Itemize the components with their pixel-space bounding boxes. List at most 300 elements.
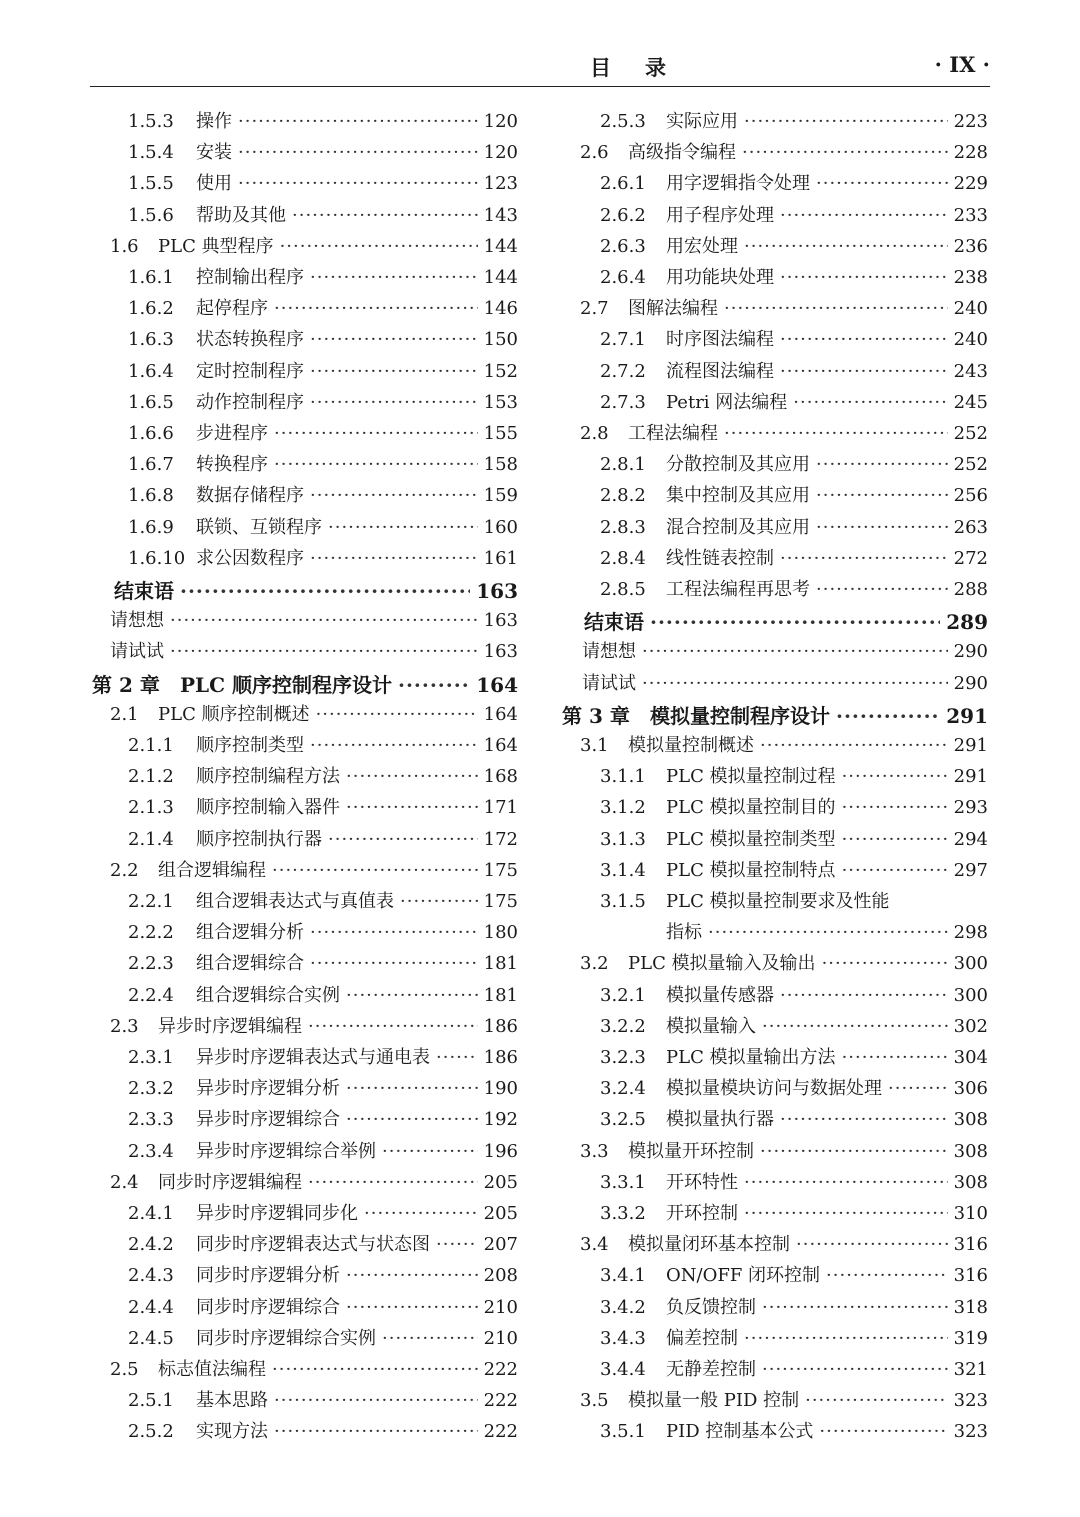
toc-entry-page: 290 <box>953 672 988 694</box>
toc-entry <box>128 1198 518 1229</box>
toc-entry-title: 起停程序 <box>196 298 268 320</box>
toc-entry <box>128 948 518 979</box>
toc-entry-title: 模拟量控制概述 <box>628 735 754 756</box>
toc-entry <box>128 1260 518 1291</box>
toc-entry-number: 2.8.2 <box>600 485 646 507</box>
toc-leader-dots <box>274 1416 478 1447</box>
toc-entry-page: 163 <box>476 579 518 603</box>
toc-entry-title: 图解法编程 <box>628 298 718 320</box>
toc-leader-dots <box>346 1104 478 1135</box>
toc-entry-page: 319 <box>953 1327 988 1349</box>
toc-entry <box>600 387 988 418</box>
toc-leader-dots <box>816 512 948 543</box>
toc-leader-dots <box>744 106 948 137</box>
toc-leader-dots <box>744 1323 948 1354</box>
toc-leader-dots <box>650 607 940 638</box>
toc-leader-dots <box>346 761 478 792</box>
toc-entry-page: 240 <box>953 329 988 351</box>
toc-entry-title: 使用 <box>196 173 232 195</box>
toc-entry-page: 208 <box>483 1265 518 1287</box>
toc-leader-dots <box>346 1073 478 1104</box>
toc-entry <box>600 1042 988 1073</box>
toc-entry-number: 2.8.1 <box>600 454 646 476</box>
toc-entry-page: 158 <box>483 454 518 476</box>
toc-entry-number: 3.2.4 <box>600 1078 646 1100</box>
toc-entry-number: 3.1.2 <box>600 797 646 819</box>
toc-entry <box>600 449 988 480</box>
toc-entry-title: 集中控制及其应用 <box>666 485 810 507</box>
toc-entry-number: 1.6.4 <box>128 360 174 382</box>
toc-entry-number: 2.2.1 <box>128 891 174 912</box>
toc-entry <box>600 543 988 574</box>
header-page-number: · IX · <box>934 52 990 77</box>
toc-entry-title: 标志值法编程 <box>158 1359 266 1380</box>
toc-entry-title: PLC 顺序控制概述 <box>158 703 310 725</box>
toc-entry-title: 异步时序逻辑分析 <box>196 1078 340 1100</box>
toc-entry-title: 同步时序逻辑综合实例 <box>196 1327 376 1349</box>
toc-leader-dots <box>280 231 478 262</box>
toc-entry-page: 290 <box>953 641 988 663</box>
toc-entry-page: 181 <box>483 984 518 1006</box>
toc-leader-dots <box>642 668 948 699</box>
toc-entry-title: 求公因数程序 <box>196 547 304 569</box>
toc-entry-number: 2.6 <box>580 142 609 164</box>
toc-entry-page: 318 <box>953 1296 988 1318</box>
toc-entry-title: PID 控制基本公式 <box>666 1421 814 1443</box>
toc-entry-title: 顺序控制输入器件 <box>196 797 340 819</box>
toc-leader-dots <box>816 574 948 605</box>
toc-leader-dots <box>316 699 478 730</box>
toc-entry-title: 顺序控制类型 <box>196 735 304 756</box>
toc-entry-page: 308 <box>953 1171 988 1193</box>
toc-entry-title: 顺序控制编程方法 <box>196 766 340 788</box>
toc-entry-number: 1.5.5 <box>128 173 174 195</box>
toc-entry-page: 236 <box>953 235 988 257</box>
toc-entry-page: 297 <box>953 859 988 881</box>
toc-entry-title: PLC 模拟量输出方法 <box>666 1047 836 1068</box>
toc-entry-title: 同步时序逻辑编程 <box>158 1171 302 1193</box>
toc-leader-dots <box>346 792 478 823</box>
toc-entry-page: 316 <box>953 1234 988 1256</box>
toc-leader-dots <box>310 324 478 355</box>
toc-entry-title: 异步时序逻辑综合 <box>196 1109 340 1131</box>
toc-leader-dots <box>274 449 478 480</box>
toc-entry-number: 2.3.3 <box>128 1109 174 1131</box>
toc-entry <box>128 480 518 511</box>
toc-entry-number: 2.2.4 <box>128 984 174 1006</box>
toc-leader-dots <box>762 1354 948 1385</box>
toc-entry-title: 动作控制程序 <box>196 391 304 413</box>
toc-entry <box>128 1136 518 1167</box>
toc-entry <box>128 543 518 574</box>
toc-entry <box>128 761 518 792</box>
toc-entry <box>128 387 518 418</box>
toc-entry-title: 组合逻辑表达式与真值表 <box>196 891 394 912</box>
toc-entry-page: 144 <box>483 235 518 257</box>
toc-entry-number: 2.6.4 <box>600 267 646 288</box>
toc-entry <box>600 262 988 293</box>
toc-entry-number: 2.8 <box>580 423 609 444</box>
toc-entry <box>110 1167 518 1198</box>
toc-entry-number: 3.1.3 <box>600 828 646 850</box>
toc-entry-page: 304 <box>953 1047 988 1068</box>
toc-leader-dots <box>310 262 478 293</box>
toc-entry-page: 293 <box>953 797 988 819</box>
toc-entry-page: 205 <box>483 1203 518 1224</box>
toc-entry-number: 3.2 <box>580 953 609 975</box>
toc-entry-page: 150 <box>483 329 518 351</box>
toc-leader-dots <box>816 449 948 480</box>
toc-leader-dots <box>780 543 948 574</box>
toc-leader-dots <box>796 1229 948 1260</box>
toc-entry-page: 172 <box>483 828 518 850</box>
toc-entry-page: 210 <box>483 1327 518 1349</box>
toc-entry <box>580 948 988 979</box>
toc-entry-page: 222 <box>483 1359 518 1380</box>
toc-entry-page: 229 <box>953 173 988 195</box>
toc-entry-page: 175 <box>483 891 518 912</box>
toc-entry-page: 272 <box>953 547 988 569</box>
toc-entry-number: 2.2 <box>110 859 139 881</box>
toc-entry <box>128 137 518 168</box>
toc-entry-page: 161 <box>483 547 518 569</box>
toc-entry-number: 2.3.1 <box>128 1047 174 1068</box>
toc-entry-page: 243 <box>953 360 988 382</box>
toc-entry-title: 同步时序逻辑综合 <box>196 1296 340 1318</box>
toc-entry-page: 300 <box>953 953 988 975</box>
toc-entry <box>110 636 518 667</box>
toc-entry-number: 2.8.5 <box>600 579 646 600</box>
toc-entry-title: 请试试 <box>110 641 164 663</box>
toc-leader-dots <box>436 1229 478 1260</box>
toc-entry-page: 252 <box>953 454 988 476</box>
toc-entry-title: PLC 顺序控制程序设计 <box>180 672 392 697</box>
toc-leader-dots <box>310 917 478 948</box>
toc-entry-number: 1.5.6 <box>128 204 174 226</box>
toc-entry-page: 291 <box>953 766 988 788</box>
toc-entry-title: 顺序控制执行器 <box>196 828 322 850</box>
toc-entry <box>600 1260 988 1291</box>
toc-leader-dots <box>826 1260 948 1291</box>
toc-entry-title: 异步时序逻辑编程 <box>158 1015 302 1037</box>
toc-entry <box>128 1292 518 1323</box>
toc-entry-number: 3.4.4 <box>600 1359 646 1380</box>
toc-entry <box>110 699 518 730</box>
toc-entry-page: 143 <box>483 204 518 226</box>
toc-entry-title: 开环控制 <box>666 1203 738 1224</box>
toc-entry-title: 时序图法编程 <box>666 329 774 351</box>
toc-leader-dots <box>274 1385 478 1416</box>
toc-entry-page: 294 <box>953 828 988 850</box>
toc-entry-page: 222 <box>483 1390 518 1412</box>
toc-entry-number: 2.6.3 <box>600 235 646 257</box>
toc-leader-dots <box>742 137 948 168</box>
toc-entry <box>128 1073 518 1104</box>
toc-leader-dots <box>310 387 478 418</box>
toc-entry <box>128 449 518 480</box>
toc-entry-title: 模拟量开环控制 <box>628 1140 754 1162</box>
toc-entry-page: 164 <box>483 703 518 725</box>
toc-entry-number: 2.1.2 <box>128 766 174 788</box>
toc-entry-number: 3.2.2 <box>600 1015 646 1037</box>
toc-entry-number: 1.6.9 <box>128 516 174 538</box>
toc-entry-page: 210 <box>483 1296 518 1318</box>
toc-entry-page: 308 <box>953 1109 988 1131</box>
toc-entry-page: 316 <box>953 1265 988 1287</box>
toc-entry-page: 192 <box>483 1109 518 1131</box>
toc-entry-title: 操作 <box>196 111 232 132</box>
toc-entry <box>600 512 988 543</box>
toc-entry-title: 模拟量控制程序设计 <box>650 703 830 728</box>
toc-entry-number: 2.4.1 <box>128 1203 174 1224</box>
toc-entry <box>600 1354 988 1385</box>
toc-leader-dots <box>238 106 478 137</box>
toc-leader-dots <box>398 670 470 701</box>
toc-entry-page: 240 <box>953 298 988 320</box>
toc-leader-dots <box>436 1042 478 1073</box>
toc-entry-number: 1.6.3 <box>128 329 174 351</box>
toc-entry-title: PLC 模拟量控制过程 <box>666 766 836 788</box>
toc-leader-dots <box>819 1416 947 1447</box>
toc-entry <box>128 262 518 293</box>
toc-leader-dots <box>762 1292 948 1323</box>
toc-entry-number: 3.1.4 <box>600 859 646 881</box>
toc-leader-dots <box>272 855 478 886</box>
toc-entry <box>600 1198 988 1229</box>
toc-entry-number: 2.5.2 <box>128 1421 174 1443</box>
toc-entry-title: PLC 典型程序 <box>158 235 274 257</box>
toc-entry-page: 323 <box>953 1390 988 1412</box>
toc-entry-number: 2.6.1 <box>600 173 646 195</box>
toc-leader-dots <box>744 231 948 262</box>
toc-entry-title: 偏差控制 <box>666 1327 738 1349</box>
toc-entry <box>600 1167 988 1198</box>
toc-entry-page: 144 <box>483 267 518 288</box>
toc-entry-number: 2.7.1 <box>600 329 646 351</box>
toc-entry <box>128 886 518 917</box>
toc-entry-title: 实现方法 <box>196 1421 268 1443</box>
toc-entry-title: 定时控制程序 <box>196 360 304 382</box>
toc-leader-dots <box>780 356 948 387</box>
toc-leader-dots <box>382 1323 478 1354</box>
toc-leader-dots <box>888 1073 948 1104</box>
toc-entry-page: 263 <box>953 516 988 538</box>
toc-entry-number: 1.6.8 <box>128 485 174 507</box>
toc-leader-dots <box>744 1167 948 1198</box>
toc-leader-dots <box>364 1198 478 1229</box>
toc-entry-number: 2.1.4 <box>128 828 174 850</box>
toc-entry-number: 2.3.2 <box>128 1078 174 1100</box>
toc-leader-dots <box>780 980 948 1011</box>
toc-entry-title: 结束语 <box>114 579 174 603</box>
toc-entry-page: 302 <box>953 1015 988 1037</box>
toc-leader-dots <box>760 730 948 761</box>
toc-entry <box>128 356 518 387</box>
toc-entry-page: 163 <box>483 641 518 663</box>
toc-entry-page: 323 <box>953 1421 988 1443</box>
toc-entry <box>580 1385 988 1416</box>
toc-entry-page: 168 <box>483 766 518 788</box>
toc-entry-page: 175 <box>483 859 518 881</box>
toc-leader-dots <box>180 576 470 607</box>
toc-leader-dots <box>724 293 948 324</box>
toc-entry-number: 2.5.3 <box>600 111 646 132</box>
toc-entry <box>600 1416 988 1447</box>
toc-entry-page: 155 <box>483 423 518 444</box>
toc-entry-page: 252 <box>953 423 988 444</box>
toc-entry <box>600 480 988 511</box>
toc-entry-title: 同步时序逻辑表达式与状态图 <box>196 1234 430 1256</box>
toc-entry <box>600 1104 988 1135</box>
toc-entry-title: 用子程序处理 <box>666 204 774 226</box>
toc-entry-page: 222 <box>483 1421 518 1443</box>
toc-entry-page: 159 <box>483 485 518 507</box>
toc-entry-title: 联锁、互锁程序 <box>196 516 322 538</box>
toc-entry <box>600 231 988 262</box>
toc-entry-title: 模拟量模块访问与数据处理 <box>666 1078 882 1100</box>
toc-leader-dots <box>642 636 948 667</box>
toc-entry-page: 163 <box>483 610 518 632</box>
toc-entry-number: 3.5 <box>580 1390 609 1412</box>
toc-entry <box>128 324 518 355</box>
toc-leader-dots <box>310 480 478 511</box>
toc-entry-title: 负反馈控制 <box>666 1296 756 1318</box>
toc-leader-dots <box>346 1292 478 1323</box>
toc-entry-title: 模拟量输入 <box>666 1015 756 1037</box>
toc-entry <box>582 636 988 667</box>
toc-entry-page: 298 <box>953 922 988 944</box>
toc-entry-page: 306 <box>953 1078 988 1100</box>
toc-entry <box>600 574 988 605</box>
toc-entry-number: 1.5.3 <box>128 111 174 132</box>
toc-entry-number: 2.4.5 <box>128 1327 174 1349</box>
toc-entry <box>600 824 988 855</box>
toc-leader-dots <box>272 1354 478 1385</box>
toc-entry <box>600 106 988 137</box>
toc-leader-dots <box>346 980 478 1011</box>
toc-entry <box>600 200 988 231</box>
toc-leader-dots <box>805 1385 948 1416</box>
toc-entry-page: 164 <box>476 672 518 697</box>
toc-entry <box>128 168 518 199</box>
toc-entry <box>580 293 988 324</box>
toc-leader-dots <box>842 792 948 823</box>
toc-entry-title: 控制输出程序 <box>196 267 304 288</box>
toc-entry-title: 组合逻辑综合 <box>196 953 304 975</box>
toc-entry-page: 207 <box>483 1234 518 1256</box>
toc-leader-dots <box>836 701 940 732</box>
toc-entry-page: 120 <box>483 111 518 132</box>
toc-entry-title: PLC 模拟量输入及输出 <box>628 953 816 975</box>
toc-entry <box>128 1042 518 1073</box>
toc-leader-dots <box>842 761 948 792</box>
toc-entry-number: 3.4 <box>580 1234 609 1256</box>
toc-entry-number: 3.1.1 <box>600 766 646 788</box>
toc-entry-title: Petri 网法编程 <box>666 391 788 413</box>
toc-entry-title: 请想想 <box>110 610 164 632</box>
toc-entry-title: 组合逻辑综合实例 <box>196 984 340 1006</box>
toc-entry <box>666 917 988 948</box>
toc-entry-number: 3.1.5 <box>600 891 646 912</box>
toc-leader-dots <box>382 1136 478 1167</box>
toc-entry-number: 1.6.1 <box>128 267 174 288</box>
toc-entry-page: 228 <box>953 142 988 164</box>
toc-entry <box>128 1385 518 1416</box>
toc-entry <box>128 1416 518 1447</box>
toc-entry <box>600 855 988 886</box>
toc-entry-title: 数据存储程序 <box>196 485 304 507</box>
toc-leader-dots <box>310 356 478 387</box>
toc-leader-dots <box>328 512 478 543</box>
toc-entry-page: 238 <box>953 267 988 288</box>
toc-entry-number: 2.2.3 <box>128 953 174 975</box>
toc-entry-number: 3.4.1 <box>600 1265 646 1287</box>
toc-entry <box>580 137 988 168</box>
toc-entry-page: 288 <box>953 579 988 600</box>
toc-entry <box>580 730 988 761</box>
page-header <box>90 48 990 84</box>
toc-entry-page: 160 <box>483 516 518 538</box>
toc-entry-page: 300 <box>953 984 988 1006</box>
toc-entry-number: 3.5.1 <box>600 1421 646 1443</box>
toc-entry-page: 164 <box>483 735 518 756</box>
toc-entry-number: 2.1.3 <box>128 797 174 819</box>
toc-entry-number: 3.3 <box>580 1140 609 1162</box>
toc-entry <box>128 1229 518 1260</box>
toc-leader-dots <box>308 1011 478 1042</box>
toc-leader-dots <box>310 543 478 574</box>
toc-leader-dots <box>780 200 948 231</box>
toc-leader-dots <box>310 730 478 761</box>
toc-entry-title: 高级指令编程 <box>628 142 736 164</box>
toc-leader-dots <box>274 418 478 449</box>
toc-entry-page: 186 <box>483 1047 518 1068</box>
toc-entry-page: 171 <box>483 797 518 819</box>
toc-leader-dots <box>170 636 478 667</box>
toc-entry-title: PLC 模拟量控制目的 <box>666 797 836 819</box>
toc-entry-title: 安装 <box>196 142 232 164</box>
toc-entry-number: 2.7.2 <box>600 360 646 382</box>
toc-entry-number: 1.6.2 <box>128 298 174 320</box>
toc-entry-number: 2.5.1 <box>128 1390 174 1412</box>
toc-leader-dots <box>400 886 478 917</box>
toc-entry <box>600 1292 988 1323</box>
toc-entry-page: 180 <box>483 922 518 944</box>
toc-entry-title: 模拟量闭环基本控制 <box>628 1234 790 1256</box>
toc-entry-page: 245 <box>953 391 988 413</box>
toc-entry <box>128 980 518 1011</box>
toc-entry-title: 异步时序逻辑表达式与通电表 <box>196 1047 430 1068</box>
toc-entry-number: 2.4 <box>110 1171 139 1193</box>
toc-entry-title: 模拟量一般 PID 控制 <box>628 1390 800 1412</box>
toc-entry-number: 2.8.4 <box>600 547 646 569</box>
toc-leader-dots <box>744 1198 948 1229</box>
toc-entry-number: 2.1 <box>110 703 139 725</box>
toc-entry-number: 2.3.4 <box>128 1140 174 1162</box>
toc-entry <box>128 512 518 543</box>
toc-entry-number: 1.6.7 <box>128 454 174 476</box>
toc-entry <box>128 200 518 231</box>
toc-entry-number: 2.3 <box>110 1015 139 1037</box>
toc-entry-page: 291 <box>953 735 988 756</box>
toc-leader-dots <box>724 418 948 449</box>
toc-entry <box>110 855 518 886</box>
toc-entry-page: 181 <box>483 953 518 975</box>
toc-entry-title: 开环特性 <box>666 1171 738 1193</box>
toc-entry-title: 状态转换程序 <box>196 329 304 351</box>
toc-entry-page: 310 <box>953 1203 988 1224</box>
toc-entry-page: 256 <box>953 485 988 507</box>
